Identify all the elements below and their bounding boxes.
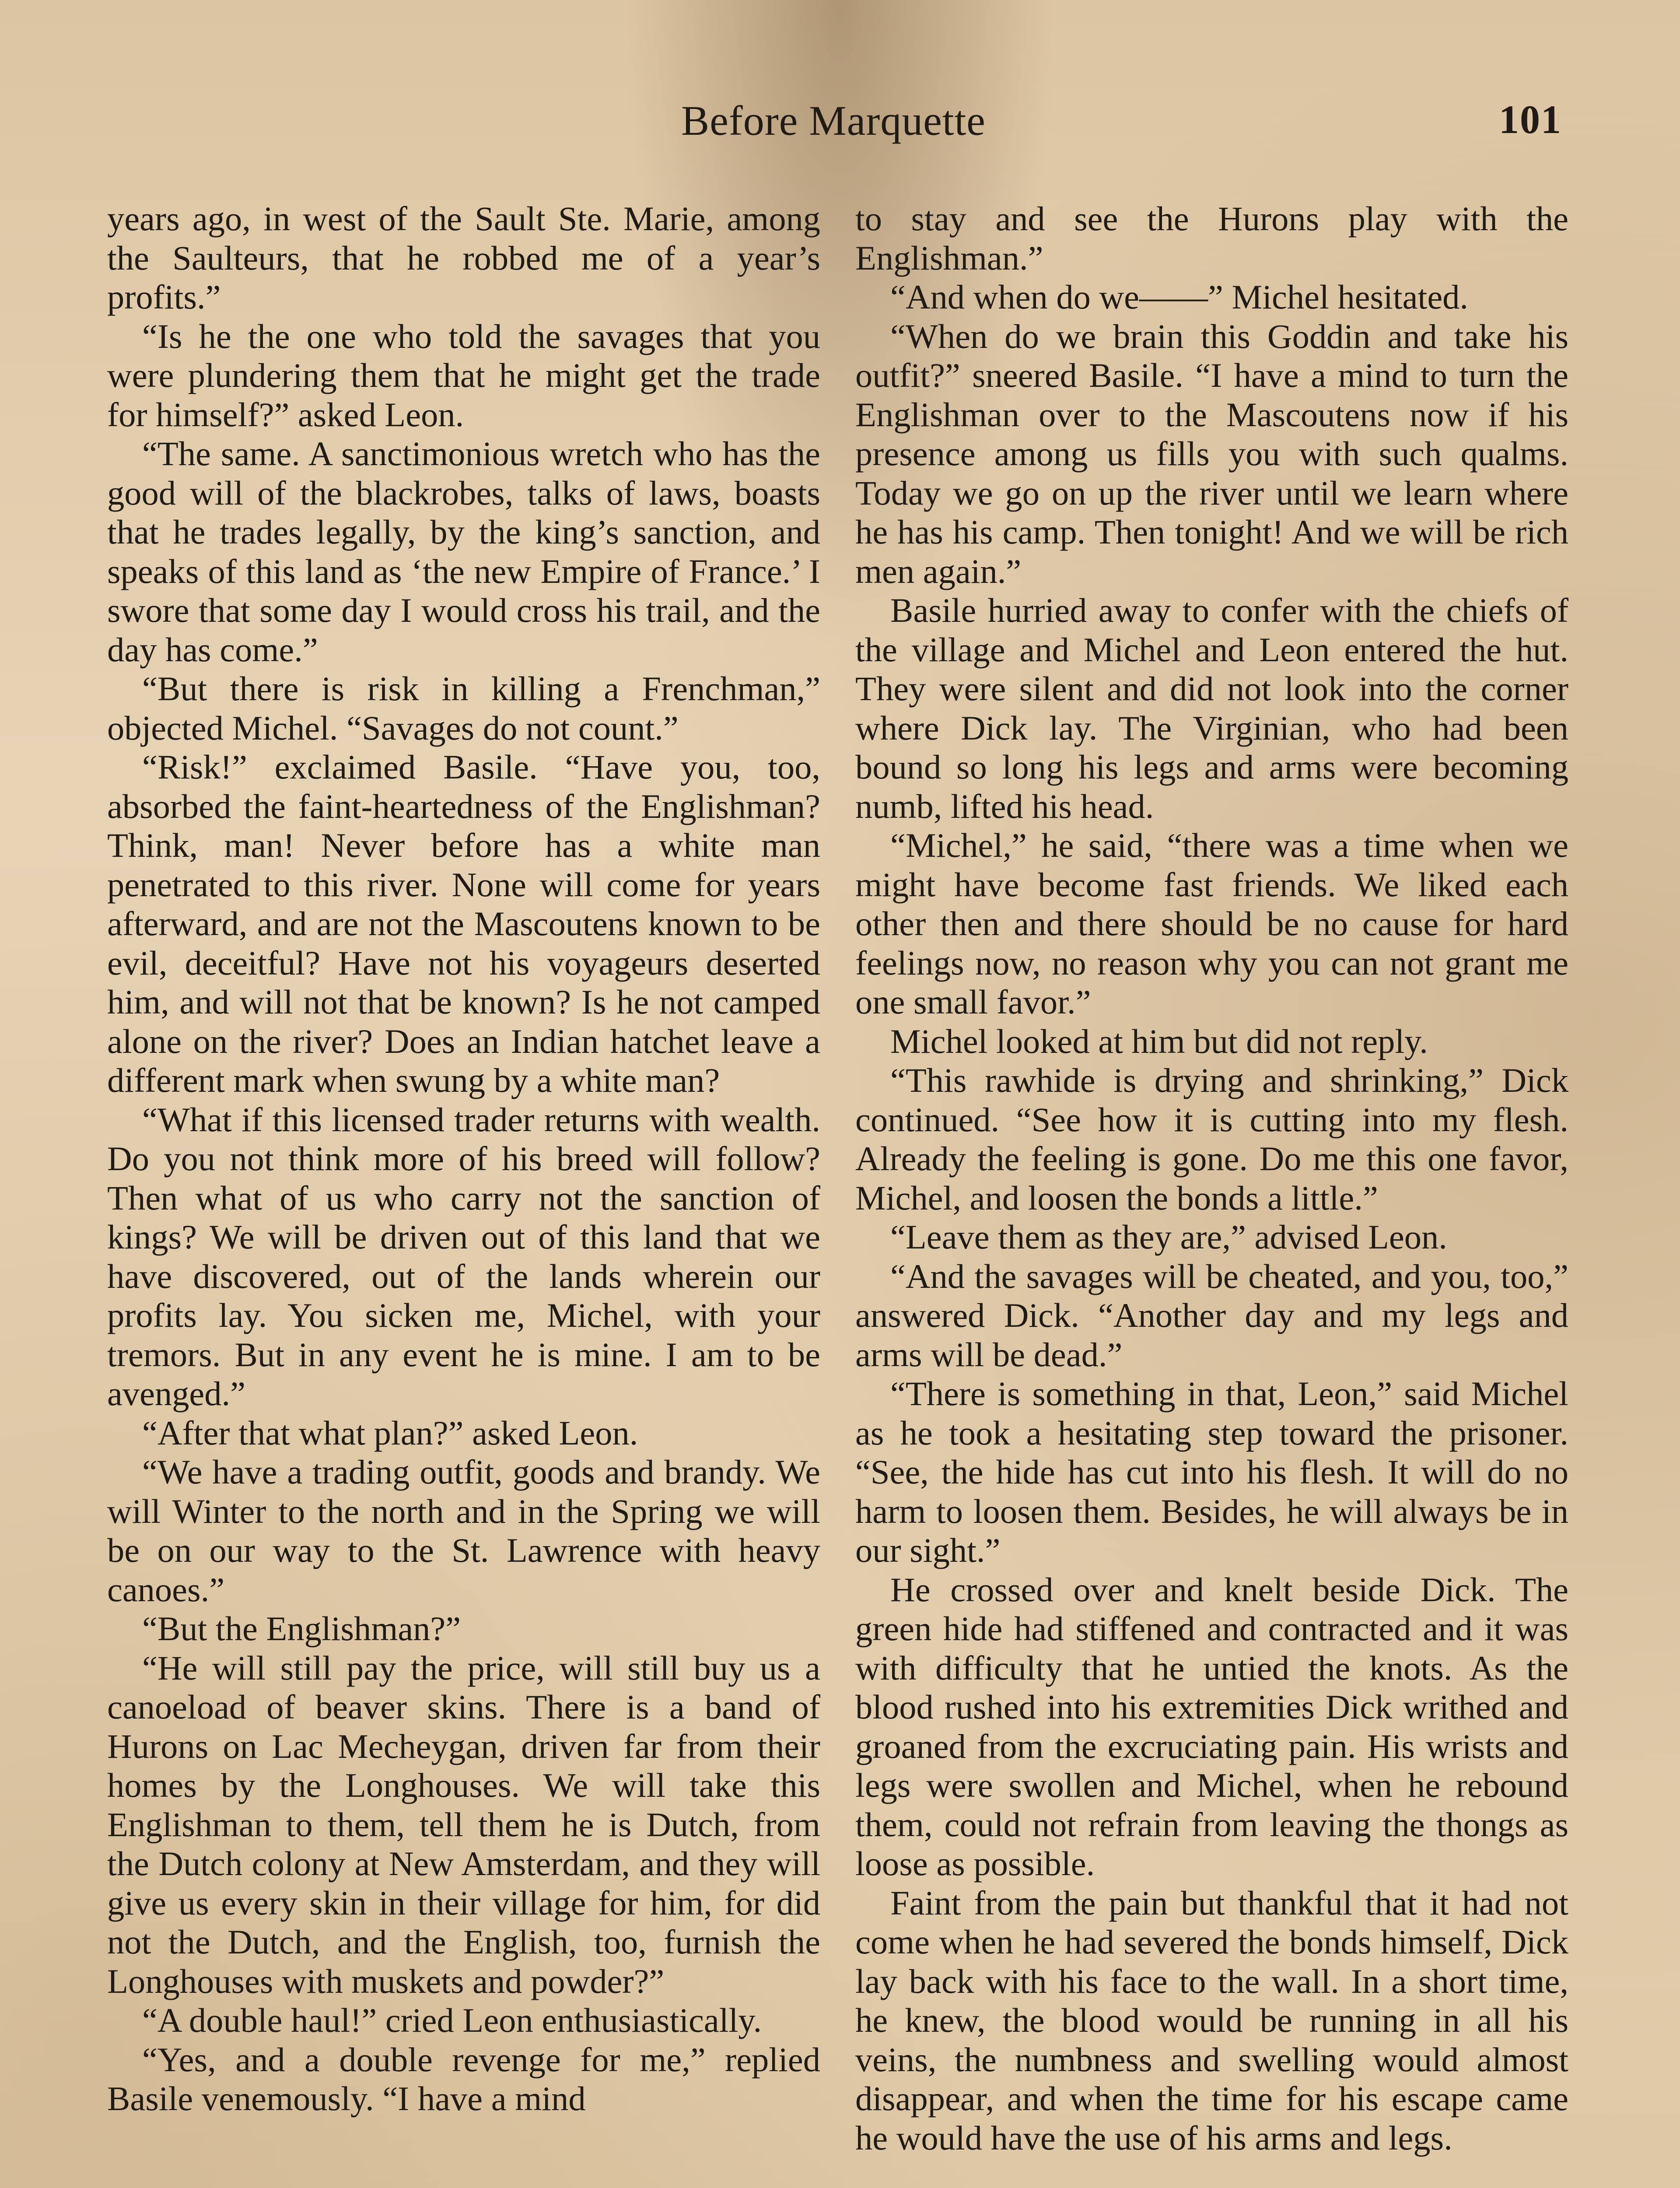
paragraph: “And when do we——” Michel hesitated.	[890, 278, 1469, 316]
left-column	[107, 199, 820, 2118]
paragraph: “Is he the one who told the savages that you were plundering them that he might get the trade for himself?” asked Leon.	[107, 317, 820, 434]
paragraph: “What if this licensed trader returns with wealth. Do you not think more of his breed will follow? Then what of us who carry not the sanction of kings? We will be driven out of this land that we have discovered, out of the lands wherein our profits lay. You sicken me, Michel, with your tremors. But in any event he is mine. I am to be avenged.”	[107, 1100, 820, 1413]
paragraph: to stay and see the Hurons play with the Englishman.”	[855, 200, 1568, 277]
paragraph: “After that what plan?” asked Leon.	[142, 1413, 638, 1452]
running-title: Before Marquette	[681, 97, 986, 144]
paragraph: “Michel,” he said, “there was a time when we might have become fast friends. We liked each other then and there should be no cause for hard feelings now, no reason why you can not grant me one small favor.”	[855, 826, 1568, 1021]
paragraph: “This rawhide is drying and shrinking,” Dick continued. “See how it is cutting into my flesh. Already the feeling is gone. Do me this one favor, Michel, and loosen the bonds a little.”	[855, 1061, 1568, 1217]
paragraph: “But the Englishman?”	[142, 1609, 461, 1648]
paragraph: Basile hurried away to confer with the chiefs of the village and Michel and Leon entered the hut. They were silent and did not look into the corner where Dick lay. The Virginian, who had been bound so long his legs and arms were becoming numb, lifted his head.	[855, 591, 1568, 825]
paragraph: “Yes, and a double revenge for me,” replied Basile venemously. “I have a mind	[107, 2040, 820, 2118]
paragraph: “We have a trading outfit, goods and brandy. We will Winter to the north and in the Spring we will be on our way to the St. Lawrence with heavy canoes.”	[107, 1453, 820, 1609]
paragraph: “The same. A sanctimonious wretch who has the good will of the blackrobes, talks of laws, boasts that he trades legally, by the king’s sanction, and speaks of this land as ‘the new Empire of France.’ I swore that some day I would cross his trail, and the day has come.”	[107, 435, 820, 669]
paragraph: “And the savages will be cheated, and you, too,” answered Dick. “Another day and my legs and arms will be dead.”	[855, 1257, 1568, 1374]
paragraph: “Leave them as they are,” advised Leon.	[890, 1218, 1447, 1256]
paragraph: “A double haul!” cried Leon enthusiastically.	[142, 2001, 762, 2039]
paragraph: “But there is risk in killing a Frenchman,” objected Michel. “Savages do not count.”	[107, 670, 820, 747]
paragraph: “He will still pay the price, will still buy us a canoeload of beaver skins. There is a band of Hurons on Lac Mecheygan, driven far from their homes by the Longhouses. We will take this Englishman to them, tell them he is Dutch, from the Dutch colony at New Amsterdam, and they will give us every skin in their village for him, for did not the Dutch, and the English, too, furnish the Longhouses with muskets and powder?”	[107, 1648, 820, 2000]
paragraph: Faint from the pain but thankful that it had not come when he had severed the bonds himself, Dick lay back with his face to the wall. In a short time, he knew, the blood would be running in all his veins, the numbness and swelling would almost disappear, and when the time for his escape came he would have the use of his arms and legs.	[855, 1883, 1568, 2157]
page-number: 101	[1499, 97, 1562, 142]
paragraph: Michel looked at him but did not reply.	[890, 1022, 1428, 1060]
paragraph: “Risk!” exclaimed Basile. “Have you, too, absorbed the faint-heartedness of the Englishman? Think, man! Never before has a white man penetrated to this river. None will come for years afterward, and are not the Mascoutens known to be evil, deceitful? Have not his voyageurs deserted him, and will not that be known? Is he not camped alone on the river? Does an Indian hatchet leave a different mark when swung by a white man?	[107, 748, 820, 1099]
paragraph: years ago, in west of the Sault Ste. Marie, among the Saulteurs, that he robbed me of a year’s profits.”	[107, 200, 820, 316]
paragraph: He crossed over and knelt beside Dick. The green hide had stiffened and contracted and it was with difficulty that he untied the knots. As the blood rushed into his extremities Dick writhed and groaned from the excruciating pain. His wrists and legs were swollen and Michel, when he rebound them, could not refrain from leaving the thongs as loose as possible.	[855, 1570, 1568, 1883]
paragraph: “When do we brain this Goddin and take his outfit?” sneered Basile. “I have a mind to turn the Englishman over to the Mascoutens now if his presence among us fills you with such qualms. Today we go on up the river until we learn where he has his camp. Then tonight! And we will be rich men again.”	[855, 317, 1568, 590]
page-header	[105, 96, 1562, 158]
right-column	[855, 199, 1568, 2157]
paragraph: “There is something in that, Leon,” said Michel as he took a hesitating step toward the prisoner. “See, the hide has cut into his flesh. It will do no harm to loosen them. Besides, he will always be in our sight.”	[855, 1375, 1568, 1569]
